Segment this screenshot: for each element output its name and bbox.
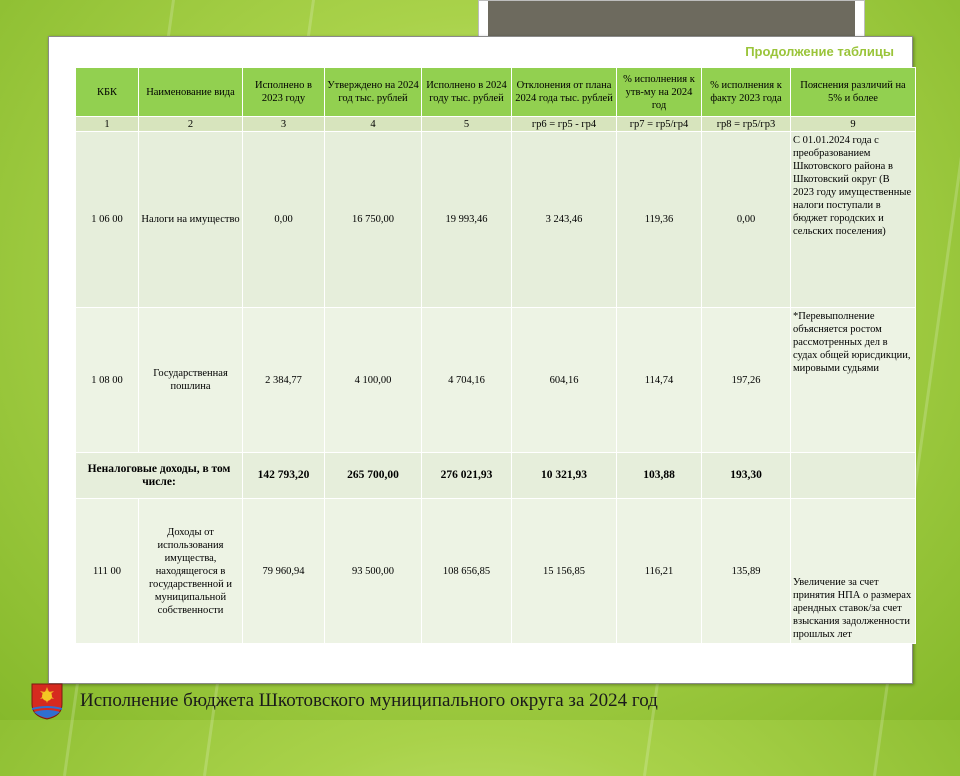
approved-2024-cell: 265 700,00 <box>325 453 422 499</box>
exec-2024-cell: 276 021,93 <box>422 453 512 499</box>
note-cell <box>791 453 916 499</box>
table-row <box>76 308 916 453</box>
column-header: Утверждено на 2024 год тыс. рублей <box>325 68 422 117</box>
column-number: 4 <box>325 117 422 132</box>
column-header: Отклонения от плана 2024 года тыс. рублей <box>512 68 617 117</box>
exec-2024-cell: 19 993,46 <box>422 132 512 308</box>
column-number: 9 <box>791 117 916 132</box>
pct-fact-cell: 193,30 <box>702 453 791 499</box>
deviation-cell: 15 156,85 <box>512 499 617 644</box>
deviation-cell: 3 243,46 <box>512 132 617 308</box>
exec-2024-cell: 108 656,85 <box>422 499 512 644</box>
exec-2023-cell: 142 793,20 <box>243 453 325 499</box>
column-number: 2 <box>139 117 243 132</box>
pct-plan-cell: 119,36 <box>617 132 702 308</box>
deviation-cell: 10 321,93 <box>512 453 617 499</box>
column-header: Исполнено в 2024 году тыс. рублей <box>422 68 512 117</box>
header-photo <box>488 1 855 36</box>
column-header: % исполнения к факту 2023 года <box>702 68 791 117</box>
name-cell: Государственная пошлина <box>139 308 243 453</box>
kbk-cell: 111 00 <box>76 499 139 644</box>
column-header: % исполнения к утв-му на 2024 год <box>617 68 702 117</box>
name-cell: Налоги на имущество <box>139 132 243 308</box>
exec-2024-cell: 4 704,16 <box>422 308 512 453</box>
approved-2024-cell: 4 100,00 <box>325 308 422 453</box>
note-cell: С 01.01.2024 года с преобразованием Шкотовского района в Шкотовский округ (В 2023 году имущественные налоги поступали в бюджет городских и сельских поселения) <box>791 132 916 308</box>
note-cell: *Перевыполнение объясняется ростом рассмотренных дел в судах общей юрисдикции, мировыми судьями <box>791 308 916 453</box>
column-header: Пояснения различий на 5% и более <box>791 68 916 117</box>
column-header: КБК <box>76 68 139 117</box>
continued-label: Продолжение таблицы <box>745 44 894 59</box>
exec-2023-cell: 79 960,94 <box>243 499 325 644</box>
column-number-row <box>76 117 916 132</box>
pct-fact-cell: 197,26 <box>702 308 791 453</box>
name-cell: Доходы от использования имущества, находящегося в государственной и муниципальной собственности <box>139 499 243 644</box>
note-cell: Увеличение за счет принятия НПА о размерах арендных ставок/за счет взыскания задолженности прошлых лет <box>791 499 916 644</box>
pct-plan-cell: 116,21 <box>617 499 702 644</box>
pct-plan-cell: 114,74 <box>617 308 702 453</box>
pct-fact-cell: 135,89 <box>702 499 791 644</box>
exec-2023-cell: 0,00 <box>243 132 325 308</box>
column-number: 3 <box>243 117 325 132</box>
column-number: 5 <box>422 117 512 132</box>
deviation-cell: 604,16 <box>512 308 617 453</box>
table-row-subtotal <box>76 453 916 499</box>
header-photo-frame <box>478 0 865 40</box>
column-header: Исполнено в 2023 году <box>243 68 325 117</box>
exec-2023-cell: 2 384,77 <box>243 308 325 453</box>
column-header: Наименование вида <box>139 68 243 117</box>
column-number: гр8 = гр5/гр3 <box>702 117 791 132</box>
table-header-row <box>76 68 916 117</box>
table-row <box>76 132 916 308</box>
pct-plan-cell: 103,88 <box>617 453 702 499</box>
coat-of-arms-icon <box>30 682 64 720</box>
approved-2024-cell: 16 750,00 <box>325 132 422 308</box>
approved-2024-cell: 93 500,00 <box>325 499 422 644</box>
footer-title: Исполнение бюджета Шкотовского муниципального округа за 2024 год <box>80 690 658 711</box>
column-number: гр7 = гр5/гр4 <box>617 117 702 132</box>
column-number: 1 <box>76 117 139 132</box>
kbk-cell: 1 06 00 <box>76 132 139 308</box>
budget-table <box>75 67 916 644</box>
name-cell: Неналоговые доходы, в том числе: <box>76 453 243 499</box>
kbk-cell: 1 08 00 <box>76 308 139 453</box>
pct-fact-cell: 0,00 <box>702 132 791 308</box>
content-sheet <box>48 36 913 684</box>
table-row <box>76 499 916 644</box>
column-number: гр6 = гр5 - гр4 <box>512 117 617 132</box>
